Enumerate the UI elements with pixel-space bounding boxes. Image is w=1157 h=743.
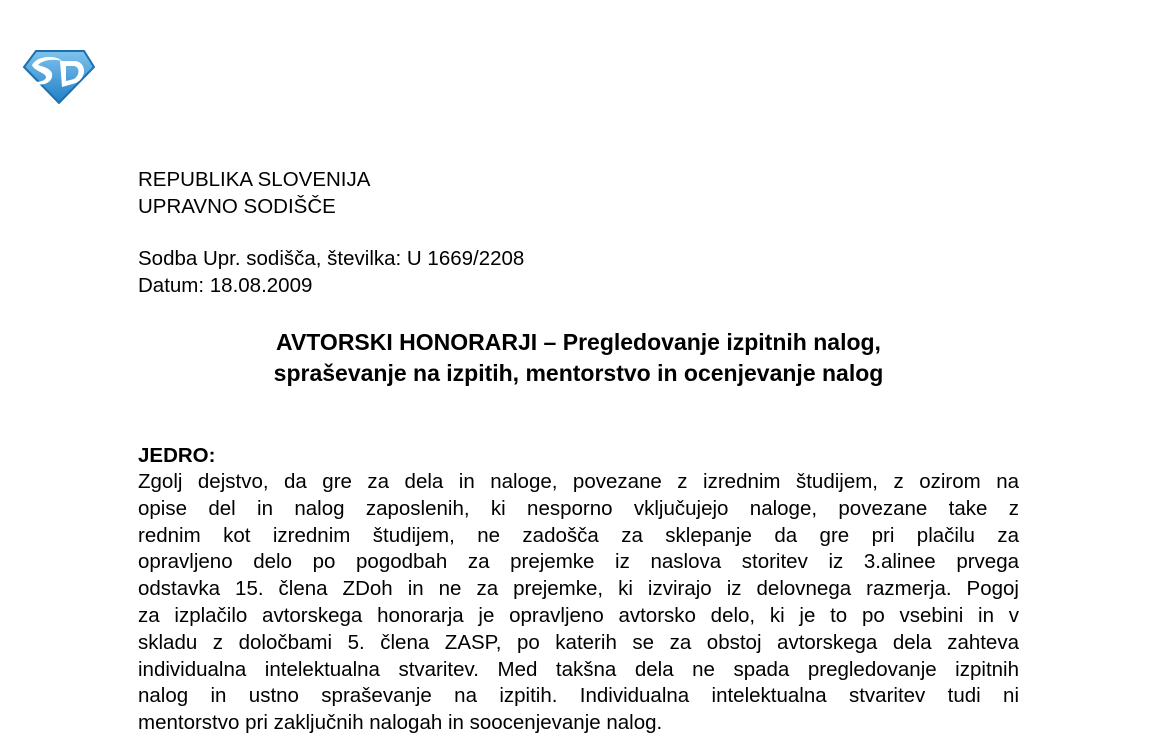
paragraph-line: nalog in ustno spraševanje na izpitih. Individualna intelektualna stvaritev tudi ni [138,684,1019,708]
case-date: Datum: 18.08.2009 [138,274,313,297]
paragraph-line: za izplačilo avtorskega honorarja je opravljeno avtorsko delo, ki je to po vsebini in v [138,603,1019,627]
paragraph-line: individualna intelektualna stvaritev. Med takšna dela ne spada pregledovanje izpitnih [138,657,1019,681]
paragraph-line: mentorstvo pri zaključnih nalogah in soocenjevanje nalog. [138,711,663,735]
paragraph-line: rednim kot izrednim študijem, ne zadošča za sklepanje da gre pri plačilu za [138,523,1019,547]
case-meta [138,245,524,299]
paragraph-line: odstavka 15. člena ZDoh in ne za prejemke, ki izvirajo iz delovnega razmerja. Pogoj [138,577,1019,601]
court-header [138,166,370,220]
paragraph-line: opise del in nalog zaposlenih, ki nesporno vključujejo naloge, povezane take z [138,496,1019,520]
paragraph-line: opravljeno delo po pogodbah za prejemke iz naslova storitev iz 3.alinee prvega [138,550,1019,574]
case-number: Sodba Upr. sodišča, številka: U 1669/2208 [138,247,525,270]
title-line-1: AVTORSKI HONORARJI – Pregledovanje izpitnih nalog, [276,329,881,355]
core-heading: JEDRO: [138,444,216,467]
document-title [138,327,1019,389]
logo [22,47,96,105]
header-court: UPRAVNO SODIŠČE [138,195,336,218]
sd-shield-logo-icon [22,47,96,105]
core-paragraph [138,469,1019,737]
paragraph-line: skladu z določbami 5. člena ZASP, po katerih se za obstoj avtorskega dela zahteva [138,630,1019,654]
header-country: REPUBLIKA SLOVENIJA [138,168,371,191]
paragraph-line: Zgolj dejstvo, da gre za dela in naloge, povezane z izrednim študijem, z ozirom na [138,470,1019,493]
title-line-2: spraševanje na izpitih, mentorstvo in ocenjevanje nalog [273,360,884,386]
